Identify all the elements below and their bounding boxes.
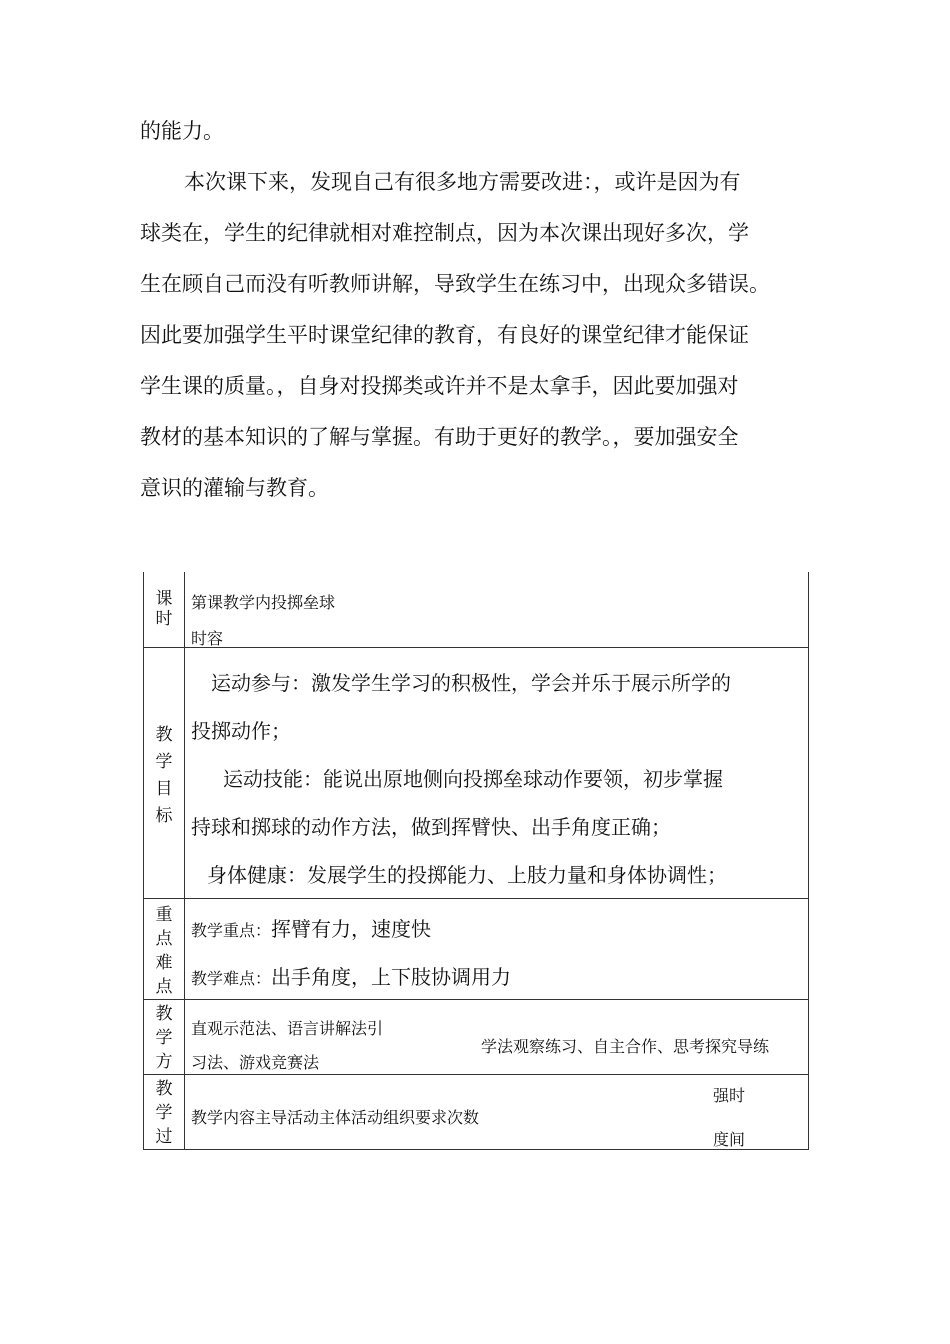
key-point-prefix: 教学重点： <box>191 921 272 940</box>
table-row-objectives <box>144 648 809 899</box>
teaching-method-text: 直观示范法、语言讲解法引 <box>191 1019 384 1038</box>
row-label-cell <box>144 1000 185 1075</box>
table-row-process <box>144 1075 809 1150</box>
paragraph-line: 教材的基本知识的了解与掌握。有助于更好的教学。，要加强安全 <box>140 425 739 449</box>
key-point-line <box>191 913 431 942</box>
table-row-lesson <box>144 572 809 648</box>
content-cell <box>185 1075 809 1150</box>
row-label-cell <box>144 648 185 899</box>
paragraph-line: 因此要加强学生平时课堂纪律的教育，有良好的课堂纪律才能保证 <box>140 323 749 347</box>
content-cell <box>185 899 809 1000</box>
paragraph-line: 意识的灌输与教育。 <box>140 476 329 500</box>
row-label-cell <box>144 899 185 1000</box>
paragraph-line: 的能力。 <box>140 119 224 143</box>
intensity-time-header-2: 度间 <box>713 1130 746 1149</box>
table-row-methods <box>144 1000 809 1075</box>
objective-line: 运动技能：能说出原地侧向投掷垒球动作要领，初步掌握 <box>223 767 723 791</box>
lesson-plan-table <box>143 572 809 1150</box>
row-label-process: 教学过 <box>155 1079 173 1147</box>
process-header-text: 教学内容主导活动主体活动组织要求次数 <box>191 1108 480 1127</box>
lesson-title-text-2: 时容 <box>191 629 224 647</box>
difficulty-prefix: 教学难点： <box>191 969 272 988</box>
learning-method-text: 学法观察练习、自主合作、思考探究导练 <box>481 1037 770 1056</box>
objective-line: 运动参与：激发学生学习的积极性，学会并乐于展示所学的 <box>211 671 731 695</box>
lesson-title-text: 第课教学内投掷垒球 <box>191 593 336 612</box>
paragraph-line: 生在顾自己而没有听教师讲解，导致学生在练习中，出现众多错误。 <box>140 272 770 296</box>
difficulty-line <box>191 961 511 990</box>
table-row-key-points <box>144 899 809 1000</box>
content-cell <box>185 1000 809 1075</box>
row-label-lesson: 课时 <box>155 589 173 629</box>
row-label-cell <box>144 1075 185 1150</box>
paragraph-line: 本次课下来，发现自己有很多地方需要改进：，或许是因为有 <box>184 170 741 194</box>
row-label-key-points: 重点难点 <box>155 905 173 997</box>
key-point-text: 挥臂有力，速度快 <box>271 917 432 941</box>
paragraph <box>140 118 820 526</box>
row-label-cell <box>144 572 185 648</box>
paragraph-line: 球类在，学生的纪律就相对难控制点，因为本次课出现好多次，学 <box>140 221 749 245</box>
intensity-time-header: 强时 <box>713 1086 746 1105</box>
teaching-method-text-2: 习法、游戏竞赛法 <box>191 1053 320 1072</box>
row-label-methods: 教学方 <box>155 1004 173 1072</box>
objective-line: 投掷动作； <box>191 719 291 743</box>
content-cell <box>185 648 809 899</box>
objective-line: 身体健康：发展学生的投掷能力、上肢力量和身体协调性； <box>207 863 727 887</box>
content-cell <box>185 572 809 648</box>
row-label-objectives: 教学目标 <box>155 725 173 826</box>
objective-line: 持球和掷球的动作方法，做到挥臂快、出手角度正确； <box>191 815 671 839</box>
difficulty-text: 出手角度，上下肢协调用力 <box>271 965 512 989</box>
paragraph-line: 学生课的质量。，自身对投掷类或许并不是太拿手，因此要加强对 <box>140 374 739 398</box>
